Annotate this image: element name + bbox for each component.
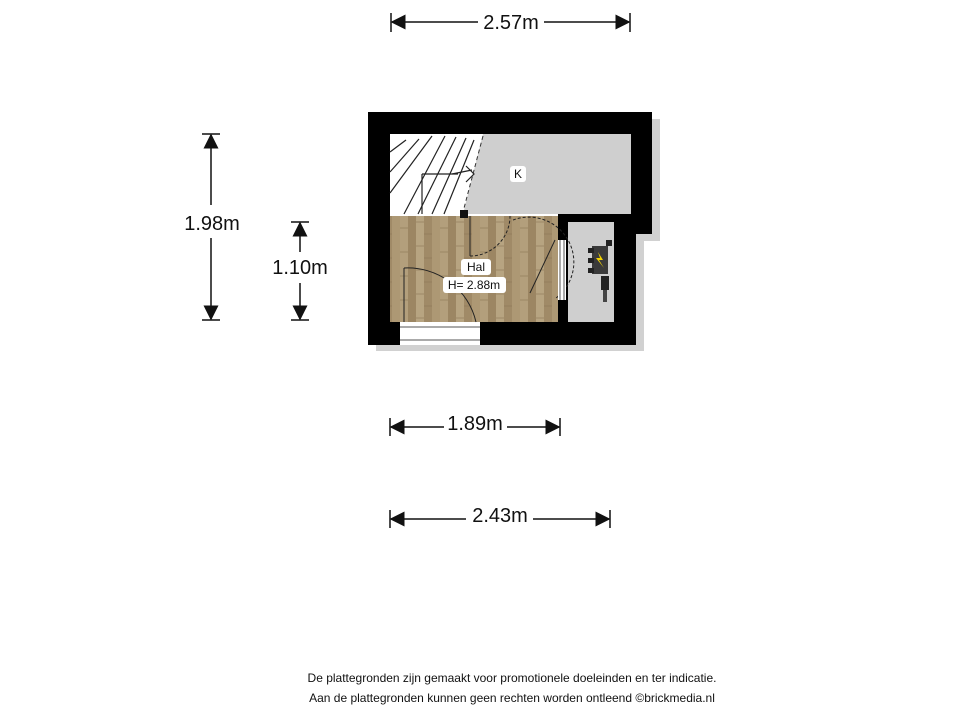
hall-label <box>461 259 491 275</box>
dimension-left-inner-label: 1.10m <box>272 257 328 279</box>
dimension-left-outer <box>184 134 240 320</box>
dimension-bottom-inner <box>390 413 560 436</box>
kitchen-label <box>510 166 526 182</box>
dimension-bottom-outer-label: 2.43m <box>472 505 528 527</box>
front-door-opening <box>400 322 480 345</box>
dimension-bottom-outer <box>390 505 610 528</box>
svg-text:H= 2.88m: H= 2.88m <box>447 278 501 292</box>
disclaimer-line-1: De plattegronden zijn gemaakt voor promotionele doeleinden en ter indicatie. <box>307 671 717 685</box>
dimension-top <box>391 12 630 34</box>
disclaimer-line-2: Aan de plattegronden kunnen geen rechten worden ontleend ©brickmedia.nl <box>309 691 715 705</box>
dimension-left-inner <box>272 222 328 320</box>
dimension-bottom-inner-label: 1.89m <box>447 413 503 435</box>
closet-opening <box>558 240 566 300</box>
dimension-top-label: 2.57m <box>483 12 539 34</box>
dimension-left-outer-label: 1.98m <box>184 213 240 235</box>
svg-text:Hal: Hal <box>466 260 486 274</box>
svg-text:K: K <box>513 167 523 181</box>
hall-height-label <box>443 277 506 293</box>
